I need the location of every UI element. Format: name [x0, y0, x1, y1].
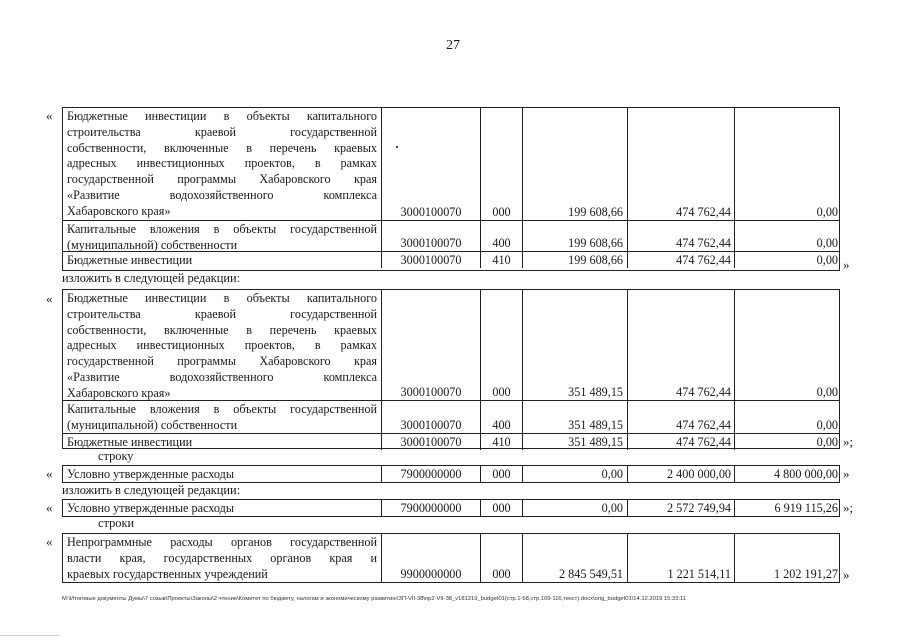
cell-value-1: [522, 290, 627, 400]
cell-value-3-text: 0,00: [816, 435, 838, 449]
cell-code-text: 3000100070: [400, 236, 462, 250]
table-row: [63, 220, 839, 251]
cell-value-3-text: 0,00: [816, 385, 838, 399]
connector-edit-2: изложить в следующей редакции:: [62, 483, 241, 497]
cell-code-text: 9900000000: [400, 567, 462, 581]
cell-code-text: 7900000000: [400, 501, 462, 515]
cell-vr-text: 000: [492, 385, 511, 399]
cell-value-3-text: 4 800 000,00: [774, 467, 838, 481]
cell-vr-text: 000: [492, 467, 511, 481]
cell-value-2-text: 2 572 749,94: [667, 501, 731, 515]
cell-value-3: [734, 534, 841, 582]
table-row: [63, 251, 839, 268]
scan-edge: [0, 635, 60, 636]
quote-open-1: «: [46, 108, 53, 123]
quote-close-4: »;: [843, 500, 854, 515]
cell-name: [63, 108, 381, 220]
cell-name: [63, 466, 381, 482]
quote-open-3: «: [46, 466, 53, 481]
connector-line-single: строку: [98, 449, 134, 463]
cell-value-1-text: 351 489,15: [568, 418, 623, 432]
quote-close-2: »;: [843, 434, 854, 449]
cell-value-1: [522, 221, 627, 251]
table-nonprogram: [62, 533, 840, 583]
cell-code: [381, 401, 480, 433]
cell-value-2: [627, 252, 734, 268]
cell-value-1: [522, 108, 627, 220]
cell-value-2-text: 474 762,44: [676, 205, 731, 219]
cell-value-2-text: 474 762,44: [676, 435, 731, 449]
cell-name: [63, 401, 381, 433]
cell-value-1: [522, 466, 627, 482]
connector-lines-plural: строки: [98, 516, 135, 530]
cell-value-1-text: 199 608,66: [568, 236, 623, 250]
cell-value-3-text: 0,00: [816, 253, 838, 267]
cell-value-2: [627, 466, 734, 482]
table-row: [63, 500, 839, 516]
cell-value-1-text: 351 489,15: [568, 435, 623, 449]
cell-value-3: [734, 290, 841, 400]
cell-name: [63, 252, 381, 268]
cell-value-3: [734, 500, 841, 516]
cell-name-line: Бюджетные инвестиции: [67, 253, 193, 267]
quote-close-3: »: [843, 466, 850, 481]
cell-code: [381, 434, 480, 450]
cell-value-3: [734, 466, 841, 482]
cell-name-line: Бюджетные инвестиции в объекты капитального: [67, 291, 377, 305]
cell-value-1: [522, 534, 627, 582]
cell-name-line: адресных инвестиционных проектов, в рамках: [67, 156, 377, 171]
table-row: [63, 534, 839, 582]
cell-value-1: [522, 434, 627, 450]
cell-vr: [480, 290, 522, 400]
dot-mark: [396, 146, 398, 148]
table-new-invest: [62, 289, 840, 449]
cell-value-3: [734, 401, 841, 433]
cell-value-3-text: 6 919 115,26: [774, 501, 838, 515]
cell-value-1-text: 199 608,66: [568, 205, 623, 219]
cell-value-2-text: 2 400 000,00: [667, 467, 731, 481]
cell-value-3: [734, 108, 841, 220]
cell-vr: [480, 500, 522, 516]
page-number: 27: [446, 38, 460, 53]
cell-vr-text: 410: [492, 435, 511, 449]
cell-value-1-text: 2 845 549,51: [559, 567, 623, 581]
cell-name-line: Бюджетные инвестиции в объекты капитального: [67, 109, 377, 123]
cell-value-2-text: 474 762,44: [676, 253, 731, 267]
cell-vr-text: 410: [492, 253, 511, 267]
cell-value-2: [627, 108, 734, 220]
cell-code: [381, 500, 480, 516]
cell-value-2-text: 474 762,44: [676, 418, 731, 432]
cell-vr: [480, 252, 522, 268]
cell-code-text: 3000100070: [400, 435, 462, 449]
cell-name-line: краевых государственных учреждений: [67, 566, 268, 581]
cell-name-line: Хабаровского края»: [67, 385, 171, 400]
cell-value-3-text: 0,00: [816, 236, 838, 250]
cell-vr: [480, 534, 522, 582]
table-row: [63, 290, 839, 400]
cell-name-line: строительства краевой государственной: [67, 306, 377, 321]
cell-code-text: 3000100070: [400, 385, 462, 399]
cell-name-line: Бюджетные инвестиции: [67, 435, 193, 449]
cell-vr-text: 000: [492, 501, 511, 515]
cell-name-line: Непрограммные расходы органов государственной: [67, 535, 377, 549]
cell-code: [381, 252, 480, 268]
cell-name-line: строительства краевой государственной: [67, 124, 377, 139]
cell-vr: [480, 466, 522, 482]
cell-value-2-text: 474 762,44: [676, 385, 731, 399]
cell-value-3-text: 1 202 191,27: [774, 567, 838, 581]
cell-name-line: Капитальные вложения в объекты государственной: [67, 222, 377, 236]
quote-close-1: »: [843, 257, 850, 272]
cell-code: [381, 108, 480, 220]
table-row: [63, 433, 839, 450]
footer-file-path: M:\Итоговые документы Думы\7 созыв\Проекты\Законы\2 чтение\Комитет по бюджету, налогам и экономическому развитию\ЗП-VII-38\пр2-VII-38_v181219_budget01(стр.1-58,стр.109-116,текст).docx\orig_budget01\14.12.2019 15:33:11: [62, 596, 687, 602]
cell-value-3: [734, 252, 841, 268]
quote-open-4: «: [46, 500, 53, 515]
cell-name-line: собственности, включенные в перечень краевых: [67, 322, 377, 337]
cell-vr-text: 000: [492, 567, 511, 581]
cell-value-2: [627, 434, 734, 450]
cell-vr: [480, 401, 522, 433]
table-new-conditional: [62, 499, 840, 517]
quote-open-2: «: [46, 291, 53, 306]
cell-name-line: Хабаровского края»: [67, 203, 171, 218]
cell-vr: [480, 434, 522, 450]
cell-name-line: адресных инвестиционных проектов, в рамках: [67, 338, 377, 353]
cell-name-line: Условно утвержденные расходы: [67, 501, 235, 515]
cell-value-1-text: 351 489,15: [568, 385, 623, 399]
cell-name: [63, 534, 381, 582]
cell-code: [381, 466, 480, 482]
cell-value-3-text: 0,00: [816, 205, 838, 219]
cell-name-line: (муниципальной) собственности: [67, 417, 238, 432]
cell-name-line: (муниципальной) собственности: [67, 237, 238, 252]
quote-close-5: »: [843, 567, 850, 582]
table-old-invest: [62, 107, 840, 271]
cell-name-line: власти края, государственных органов края и: [67, 550, 377, 565]
cell-name-line: собственности, включенные в перечень краевых: [67, 140, 377, 155]
cell-value-3-text: 0,00: [816, 418, 838, 432]
cell-value-1-text: 0,00: [601, 467, 623, 481]
cell-code-text: 3000100070: [400, 205, 462, 219]
cell-vr-text: 400: [492, 236, 511, 250]
cell-value-2: [627, 221, 734, 251]
cell-name-line: «Развитие водохозяйственного комплекса: [67, 369, 377, 384]
cell-name-line: государственной программы Хабаровского края: [67, 354, 377, 369]
cell-value-2-text: 1 221 514,11: [667, 567, 731, 581]
cell-vr-text: 000: [492, 205, 511, 219]
cell-value-1-text: 199 608,66: [568, 253, 623, 267]
table-row: [63, 400, 839, 433]
quote-open-5: «: [46, 534, 53, 549]
table-old-conditional: [62, 465, 840, 483]
cell-value-2: [627, 500, 734, 516]
cell-vr-text: 400: [492, 418, 511, 432]
cell-name-line: Условно утвержденные расходы: [67, 467, 235, 481]
cell-value-1: [522, 401, 627, 433]
cell-vr: [480, 108, 522, 220]
cell-name: [63, 221, 381, 251]
cell-code-text: 3000100070: [400, 253, 462, 267]
cell-vr: [480, 221, 522, 251]
cell-name-line: «Развитие водохозяйственного комплекса: [67, 187, 377, 202]
cell-name: [63, 290, 381, 400]
cell-name: [63, 500, 381, 516]
cell-name-line: государственной программы Хабаровского края: [67, 172, 377, 187]
cell-code: [381, 290, 480, 400]
cell-value-3: [734, 434, 841, 450]
cell-code-text: 3000100070: [400, 418, 462, 432]
cell-value-1: [522, 500, 627, 516]
cell-value-2-text: 474 762,44: [676, 236, 731, 250]
cell-value-1-text: 0,00: [601, 501, 623, 515]
table-row: [63, 466, 839, 482]
connector-edit-1: изложить в следующей редакции:: [62, 271, 241, 285]
cell-value-2: [627, 290, 734, 400]
cell-code: [381, 534, 480, 582]
cell-value-3: [734, 221, 841, 251]
cell-value-2: [627, 401, 734, 433]
cell-name-line: Капитальные вложения в объекты государственной: [67, 402, 377, 416]
cell-value-2: [627, 534, 734, 582]
table-row: [63, 108, 839, 220]
cell-value-1: [522, 252, 627, 268]
cell-name: [63, 434, 381, 450]
cell-code-text: 7900000000: [400, 467, 462, 481]
cell-code: [381, 221, 480, 251]
